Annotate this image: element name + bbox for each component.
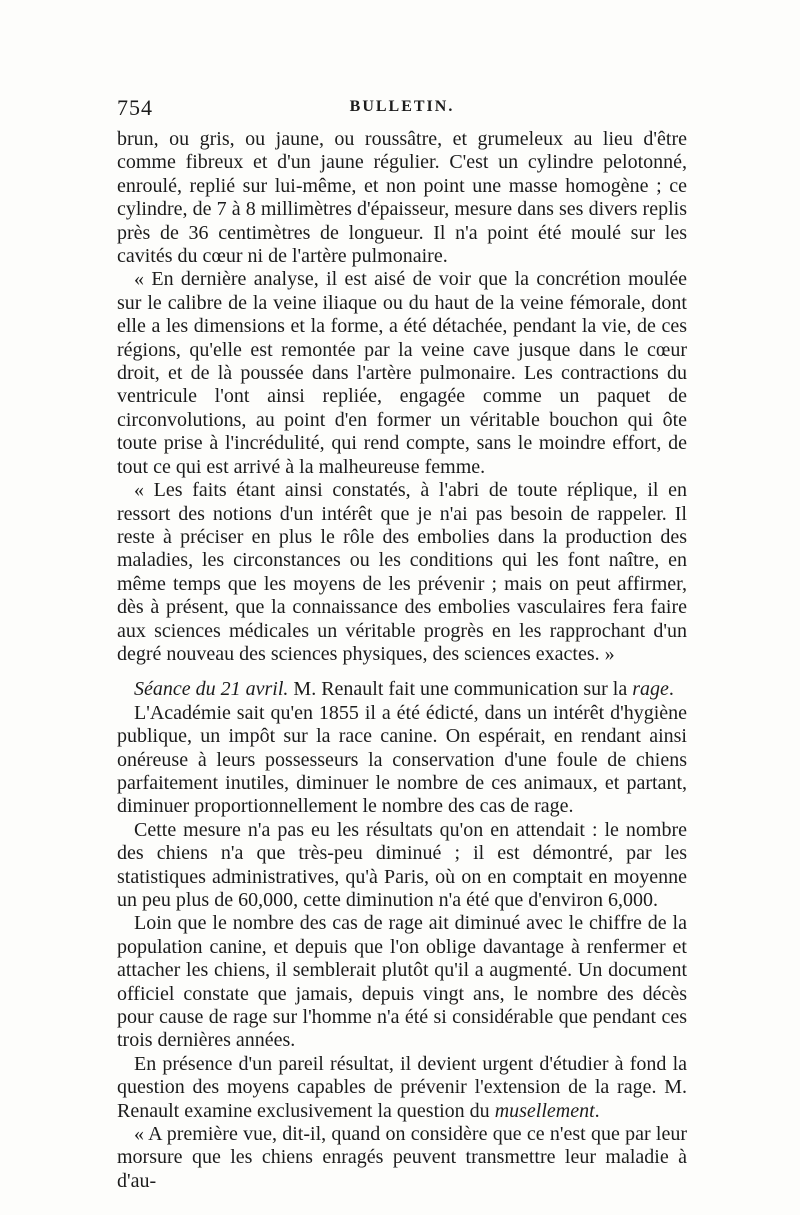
running-title: BULLETIN. xyxy=(349,98,455,115)
muzzling-text-end: . xyxy=(594,1099,600,1122)
paragraph-dog-tax: L'Académie sait qu'en 1855 il a été édicté, dans un intérêt d'hygiène publique, un impôt sur la race canine. On espérait, en rendant ainsi onéreuse à leurs possesseurs la conservation d'une foule de chiens parfaitement inutiles, diminuer le nombre de ces animaux, et partant, diminuer proportionnellement le nombre des cas de rage. xyxy=(117,701,687,818)
seance-text-end: . xyxy=(668,678,674,701)
paragraph-seance-heading xyxy=(117,678,687,701)
paragraph-measure-results: Cette mesure n'a pas eu les résultats qu'on en attendait : le nombre des chiens n'a que très-peu diminué ; il est démontré, par les statistiques administratives, qu'à Paris, où on en comptait en moyenne un peu plus de 60,000, cette diminution n'a été que d'environ 6,000. xyxy=(117,818,687,911)
page-header xyxy=(117,95,687,121)
paragraph-muzzling-question xyxy=(117,1053,687,1123)
paragraph-embolism-conclusion: « Les faits étant ainsi constatés, à l'abri de toute réplique, il en ressort des notions d'un intérêt que je n'ai pas besoin de rappeler. Il reste à préciser en plus le rôle des embolies dans la production des maladies, les circonstances ou les conditions qui les font naître, en même temps que les moyens de les prévenir ; mais on peut affirmer, dès à présent, que la connaissance des embolies vasculaires fera faire aux sciences médicales un véritable progrès en les rapprochant d'un degré nouveau des sciences physiques, des sciences exactes. » xyxy=(117,479,687,665)
seance-text: M. Renault fait une communication sur la xyxy=(288,678,633,701)
seance-topic: rage xyxy=(632,678,669,701)
page-number: 754 xyxy=(117,95,153,120)
muzzling-text: En présence d'un pareil résultat, il devient urgent d'étudier à fond la question des moyens capables de prévenir l'extension de la rage. M. Renault examine exclusivement la question du xyxy=(117,1052,687,1122)
muzzling-term: musellement xyxy=(494,1099,595,1122)
paragraph-first-view: « A première vue, dit-il, quand on considère que ce n'est que par leur morsure que les chiens enragés peuvent transmettre leur maladie à d'au- xyxy=(117,1123,687,1192)
body-text xyxy=(117,128,687,1193)
paragraph-concretion-description: brun, ou gris, ou jaune, ou roussâtre, et grumeleux au lieu d'être comme fibreux et d'un jaune régulier. C'est un cylindre pelotonné, enroulé, replié sur lui-même, et non point une masse homogène ; ce cylindre, de 7 à 8 millimètres d'épaisseur, mesure dans ses divers replis près de 36 centimètres de longueur. Il n'a point été moulé sur les cavités du cœur ni de l'artère pulmonaire. xyxy=(117,128,687,268)
paragraph-final-analysis: « En dernière analyse, il est aisé de voir que la concrétion moulée sur le calibre de la veine iliaque ou du haut de la veine fémorale, dont elle a les dimensions et la forme, a été détachée, pendant la vie, de ces régions, qu'elle est remontée par la veine cave jusque dans le cœur droit, et de là poussée dans l'artère pulmonaire. Les contractions du ventricule l'ont ainsi repliée, engagée comme un paquet de circonvolutions, au point d'en former un véritable bouchon qui ôte toute prise à l'incrédulité, qui rend compte, sans le moindre effort, de tout ce qui est arrivé à la malheureuse femme. xyxy=(117,268,687,478)
seance-label: Séance du 21 avril. xyxy=(134,678,289,701)
paragraph-rabies-increase: Loin que le nombre des cas de rage ait diminué avec le chiffre de la population canine, et depuis que l'on oblige davantage à renfermer et attacher les chiens, il semblerait plutôt qu'il a augmenté. Un document officiel constate que jamais, depuis vingt ans, le nombre des décès pour cause de rage sur l'homme n'a été si considérable que pendant ces trois dernières années. xyxy=(117,912,687,1052)
